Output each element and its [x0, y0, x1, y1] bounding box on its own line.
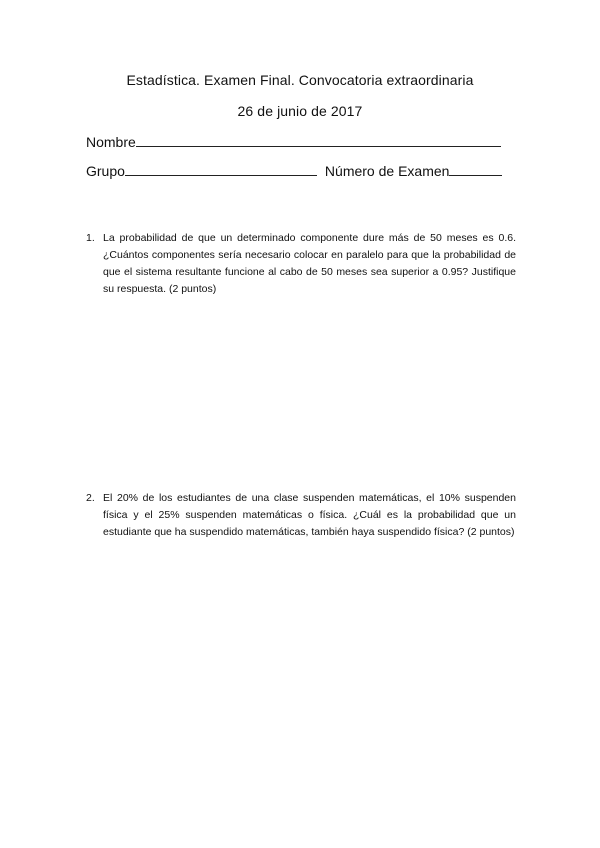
grupo-blank — [125, 161, 317, 176]
nombre-label: Nombre — [86, 134, 136, 150]
numero-examen-blank — [449, 161, 502, 176]
grupo-label: Grupo — [86, 163, 125, 179]
exam-title: Estadística. Examen Final. Convocatoria extraordinaria — [126, 72, 474, 88]
question-number: 1. — [86, 232, 95, 244]
question-text: El 20% de los estudiantes de una clase suspenden matemáticas, el 10% suspenden física y el 25% suspenden matemáticas o física. ¿Cuál es la probabilidad que un estudiante que ha suspendido matemáticas, también haya suspendido física? (2 puntos) — [103, 492, 516, 538]
exam-date: 26 de junio de 2017 — [237, 103, 363, 119]
question-text: La probabilidad de que un determinado componente dure más de 50 meses es 0.6. ¿Cuántos componentes sería necesario colocar en paralelo para que la probabilidad de que el sistema resultante funcione al cabo de 50 meses sea superior a 0.95? Justifique su respuesta. (2 puntos) — [103, 232, 516, 295]
question-2 — [86, 490, 516, 541]
nombre-blank — [136, 132, 501, 147]
question-1 — [86, 230, 516, 298]
numero-examen-label: Número de Examen — [324, 163, 450, 179]
grupo-field — [86, 161, 502, 179]
nombre-field — [86, 132, 501, 150]
question-number: 2. — [86, 492, 95, 504]
